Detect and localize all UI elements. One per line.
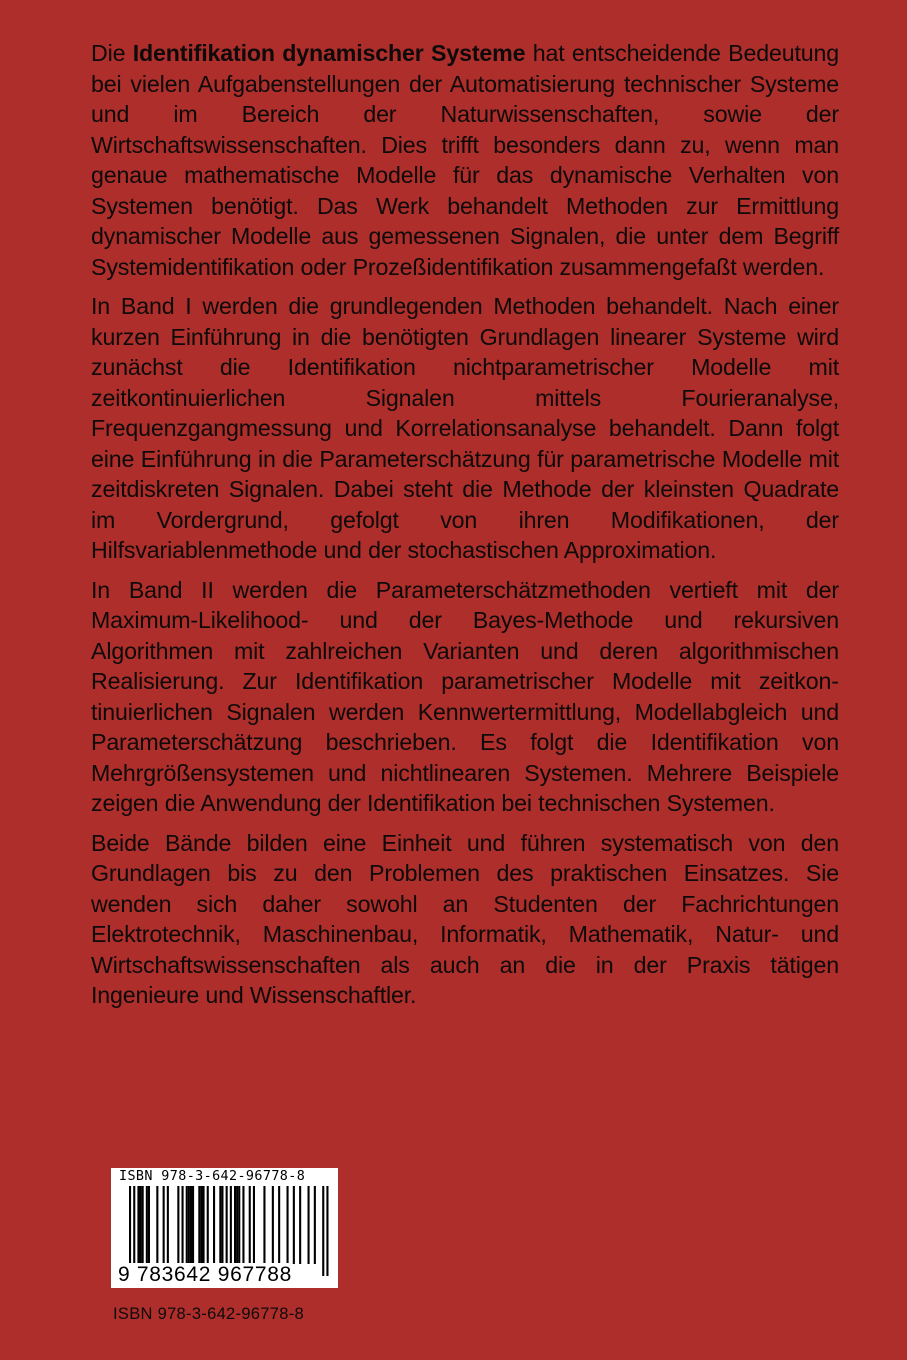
barcode-bar <box>156 1186 158 1264</box>
isbn-footer: ISBN 978-3-642-96778-8 <box>113 1305 304 1323</box>
back-cover-description <box>91 38 839 1020</box>
barcode-bar <box>242 1186 244 1264</box>
book-title-bold: Identifikation dynamischer Systeme <box>132 40 526 66</box>
barcode-isbn-label: ISBN 978-3-642-96778-8 <box>119 1169 306 1184</box>
barcode-bar <box>182 1186 184 1264</box>
barcode-bar <box>326 1186 328 1276</box>
barcode-bar <box>203 1186 205 1264</box>
barcode-bar <box>272 1186 274 1264</box>
barcode-bar <box>236 1186 238 1264</box>
barcode-bar <box>314 1186 316 1264</box>
barcode-bar <box>137 1186 139 1264</box>
paragraph-4: Beide Bände bilden eine Einheit und führen systematisch von den Grundlagen bis zu den Problemen des praktischen Einsatzes. Sie wenden sich daher sowohl an Studenten der Fachrichtungen Elektrotechnik, Maschinenbau, Informatik, Mathematik, Natur- und Wirtschaftswissenschaften als auch an die in der Praxis tätigen Ingenieure und Wissenschaftler. <box>91 829 839 1008</box>
paragraph-1 <box>91 38 839 282</box>
barcode-bar <box>177 1186 179 1264</box>
paragraph-2: In Band I werden die grundlegenden Methoden behandelt. Nach einer kurzen Einführung in die benötigten Grundlagen linearer Systeme wird zunächst die Identifikation nichtparametrischer Modelle mit zeitkontinuierlichen Signalen mittels Fourieranalyse, Frequenzgangmessung und Korrelationsanalyse behandelt. Dann folgt eine Einführung in die Parameterschätzung für parametrische Modelle mit zeitdiskreten Signalen. Dabei steht die Methode der kleinsten Quadrate im Vordergrund, gefolgt von ihren Modifikationen, der Hilfsvariablenmethode und der stochastischen Approximation. <box>91 293 839 563</box>
barcode-bar <box>213 1186 215 1264</box>
barcode-bar <box>200 1186 202 1264</box>
barcode-bar <box>163 1186 165 1264</box>
barcode-bar <box>249 1186 251 1264</box>
isbn-barcode <box>111 1168 338 1288</box>
barcode-bar <box>293 1186 295 1264</box>
paragraph-1-rest: hat entscheidende Bedeutung bei vielen Aufgabenstellungen der Automatisierung technischer Systeme und im Bereich der Naturwissenschaften, sowie der Wirtschaftswissenschaften. Dies trifft besonders dann zu, wenn man genaue mathematische Modelle für das dynamische Verhalten von Systemen benötigt. Das Werk behandelt Methoden zur Ermittlung dynamischer Modelle aus gemessenen Signalen, die unter dem Begriff Systemidentifikation oder Prozeßidentifikation zusammengefaßt werden. <box>91 40 839 280</box>
barcode-bar <box>186 1186 188 1264</box>
barcode-bar <box>287 1186 289 1264</box>
barcode-bar <box>278 1186 280 1264</box>
barcode-bar <box>146 1186 148 1264</box>
barcode-bar <box>219 1186 221 1264</box>
barcode-bar <box>167 1186 169 1264</box>
barcode-bar <box>142 1186 144 1264</box>
barcode-bar <box>322 1186 324 1276</box>
barcode-bar <box>140 1186 142 1264</box>
barcode-bar <box>238 1186 240 1264</box>
barcode-bar <box>299 1186 301 1264</box>
barcode-bar <box>234 1186 236 1264</box>
barcode-bar <box>148 1186 150 1264</box>
paragraph-1-intro: Die <box>91 40 133 66</box>
barcode-bar <box>253 1186 255 1264</box>
barcode-bar <box>190 1186 192 1264</box>
barcode-bar <box>221 1186 223 1264</box>
barcode-ean-digits: 9 783642 967788 <box>118 1263 292 1286</box>
barcode-bar <box>263 1186 265 1264</box>
barcode-bar <box>192 1186 194 1264</box>
barcode-bar <box>207 1186 209 1264</box>
paragraph-3: In Band II werden die Parameterschätzmethoden vertieft mit der Maximum-Likelihood- und der Bayes-Methode und rekursiven Algorithmen mit zahlreichen Varianten und deren algorithmischen Realisierung. Zur Identifikation parametrischer Modelle mit zeitkontinuierlichen Signalen werden Kennwertermittlung, Modellabgleich und Parameterschätzung beschrieben. Es folgt die Identifikation von Mehrgrößensystemen und nichtlinearen Systemen. Mehrere Beispiele zeigen die Anwendung der Identifikation bei technischen Systemen. <box>91 576 839 816</box>
barcode-bar <box>198 1186 200 1264</box>
barcode-bar <box>188 1186 190 1264</box>
barcode-bar <box>308 1186 310 1264</box>
